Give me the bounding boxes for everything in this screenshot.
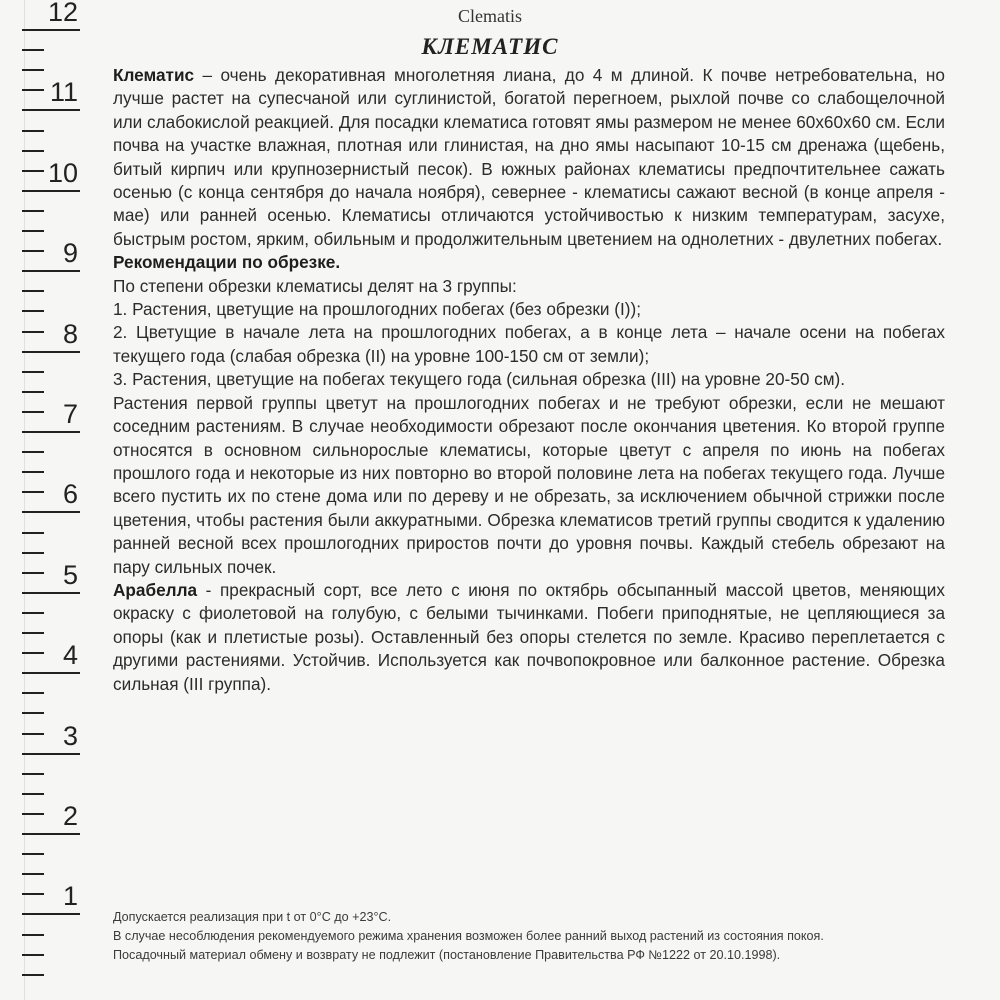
ruler-major-tick	[22, 270, 80, 272]
ruler-minor-tick	[22, 793, 44, 795]
footer-line: Допускается реализация при t от 0°С до +23°С.	[113, 910, 392, 924]
ruler-minor-tick	[22, 612, 44, 614]
intro-lead: Клематис	[113, 65, 195, 85]
ruler-minor-tick	[22, 974, 44, 976]
ruler-minor-tick	[22, 130, 44, 132]
ruler-number: 8	[62, 318, 78, 349]
ruler-number: 4	[62, 640, 78, 671]
footer-line: Посадочный материал обмену и возврату не подлежит (постановление Правительства РФ №1222 от 20.10.1998).	[113, 947, 781, 962]
pruning-line: 3. Растения, цветущие на побегах текущего года (сильная обрезка (III) на уровне 20-50 см).	[113, 369, 846, 390]
ruler	[0, 0, 80, 1000]
ruler-minor-tick	[22, 49, 44, 51]
ruler-number: 5	[62, 559, 78, 590]
footer-line: В случае несоблюдения рекомендуемого режима хранения возможен более ранний выход растений из состояния покоя.	[113, 928, 824, 943]
ruler-major-tick	[22, 592, 80, 594]
ruler-number: 6	[62, 479, 78, 510]
ruler-minor-tick	[22, 552, 44, 554]
ruler-minor-tick	[22, 391, 44, 393]
ruler-minor-tick	[22, 451, 44, 453]
ruler-major-tick	[22, 913, 80, 915]
ruler-number: 7	[62, 399, 78, 429]
ruler-major-tick	[22, 29, 80, 31]
ruler-major-tick	[22, 833, 80, 835]
variety-name: Арабелла	[113, 579, 198, 600]
ruler-number: 2	[62, 801, 78, 831]
variety-paragraph	[113, 579, 945, 696]
pruning-line: По степени обрезки клематисы делят на 3 группы:	[113, 275, 517, 296]
ruler-minor-tick	[22, 873, 44, 875]
ruler-major-tick	[22, 511, 80, 513]
content-body	[113, 64, 945, 696]
ruler-major-tick	[22, 351, 80, 353]
ruler-major-tick	[22, 672, 80, 674]
ruler-minor-tick	[22, 69, 44, 71]
ruler-minor-tick	[22, 853, 44, 855]
pruning-paragraph: Растения первой группы цветут на прошлогодних побегах и не требуют обрезки, если не мешают соседним растениям. В случае необходимости обрезают после окончания цветения. Ко второй группе относятся в основном сильнорослые клематисы, которые цветут с апреля по июнь на побегах прошлого года и некоторые из них повторно во второй половине лета на побегах текущего года. Лучше всего пустить их по стене дома или по дереву и не обрезать, за исключением обычной стрижки после цветения, чтобы растения были аккуратными. Обрезка клематисов третий группы сводится к удалению ранней весной всех прошлогодних приростов почти до уровня почвы. Каждый стебель обрезают на пару сильных почек.	[113, 392, 945, 577]
footer-notes	[113, 908, 953, 964]
ruler-major-tick	[22, 431, 80, 433]
ruler-minor-tick	[22, 712, 44, 714]
ruler-number: 9	[62, 238, 78, 269]
page-title: КЛЕМАТИС	[421, 34, 559, 59]
ruler-minor-tick	[22, 310, 44, 312]
ruler-minor-tick	[22, 471, 44, 473]
ruler-minor-tick	[22, 230, 44, 232]
ruler-minor-tick	[22, 150, 44, 152]
pruning-line: 2. Цветущие в начале лета на прошлогодних побегах, а в конце лета – начале осени на побегах текущего года (слабая обрезка (II) на уровне 100-150 см от земли);	[113, 322, 945, 366]
ruler-major-tick	[22, 190, 80, 192]
intro-text: – очень декоративная многолетняя лиана, до 4 м длиной. К почве нетребовательна, но лучше растет на супесчаной или суглинистой, богатой перегноем, рыхлой почве со слабощелочной или слабокислой реакцией. Для посадки клематиса готовят ямы размером не менее 60х60х60 см. Если почва на участке влажная, плотная или глинистая, на дно ямы насыпают 10-15 см дренажа (щебень, битый кирпич или крупнозернистый песок). В южных районах клематисы предпочтительнее сажать осенью (с конца сентября до начала ноября), севернее - клематисы сажают весной (в конце апреля - мае) или ранней осенью. Клематисы отличаются устойчивостью к низким температурам, засухе, быстрым ростом, ярким, обильным и продолжительным цветением на однолетних - двулетних побегах.	[113, 65, 945, 249]
ruler-major-tick	[22, 753, 80, 755]
ruler-minor-tick	[22, 532, 44, 534]
ruler-minor-tick	[22, 954, 44, 956]
ruler-minor-tick	[22, 371, 44, 373]
ruler-major-tick	[22, 109, 80, 111]
pruning-line: 1. Растения, цветущие на прошлогодних побегах (без обрезки (I));	[113, 299, 641, 320]
ruler-minor-tick	[22, 692, 44, 694]
ruler-minor-tick	[22, 290, 44, 292]
ruler-minor-tick	[22, 632, 44, 634]
latin-name: Clematis	[458, 6, 522, 26]
ruler-number: 12	[47, 0, 78, 27]
ruler-minor-tick	[22, 934, 44, 936]
pruning-heading: Рекомендации по обрезке.	[113, 252, 341, 273]
variety-text: - прекрасный сорт, все лето с июня по октябрь обсыпанный массой цветов, меняющих окраску с фиолетовой на голубую, с белыми тычинками. Побеги приподнятые, не цепляющиеся за опоры (как и плетистые розы). Оставленный без опоры стелется по земле. Красиво переплетается с другими растениями. Устойчив. Используется как почвопокровное или балконное растение. Обрезка сильная (III группа).	[113, 579, 945, 694]
ruler-number: 1	[62, 881, 78, 912]
ruler-number: 10	[47, 157, 78, 188]
intro-paragraph	[113, 64, 945, 251]
ruler-minor-tick	[22, 773, 44, 775]
ruler-number: 11	[49, 77, 78, 108]
ruler-minor-tick	[22, 210, 44, 212]
ruler-number: 3	[62, 720, 78, 751]
